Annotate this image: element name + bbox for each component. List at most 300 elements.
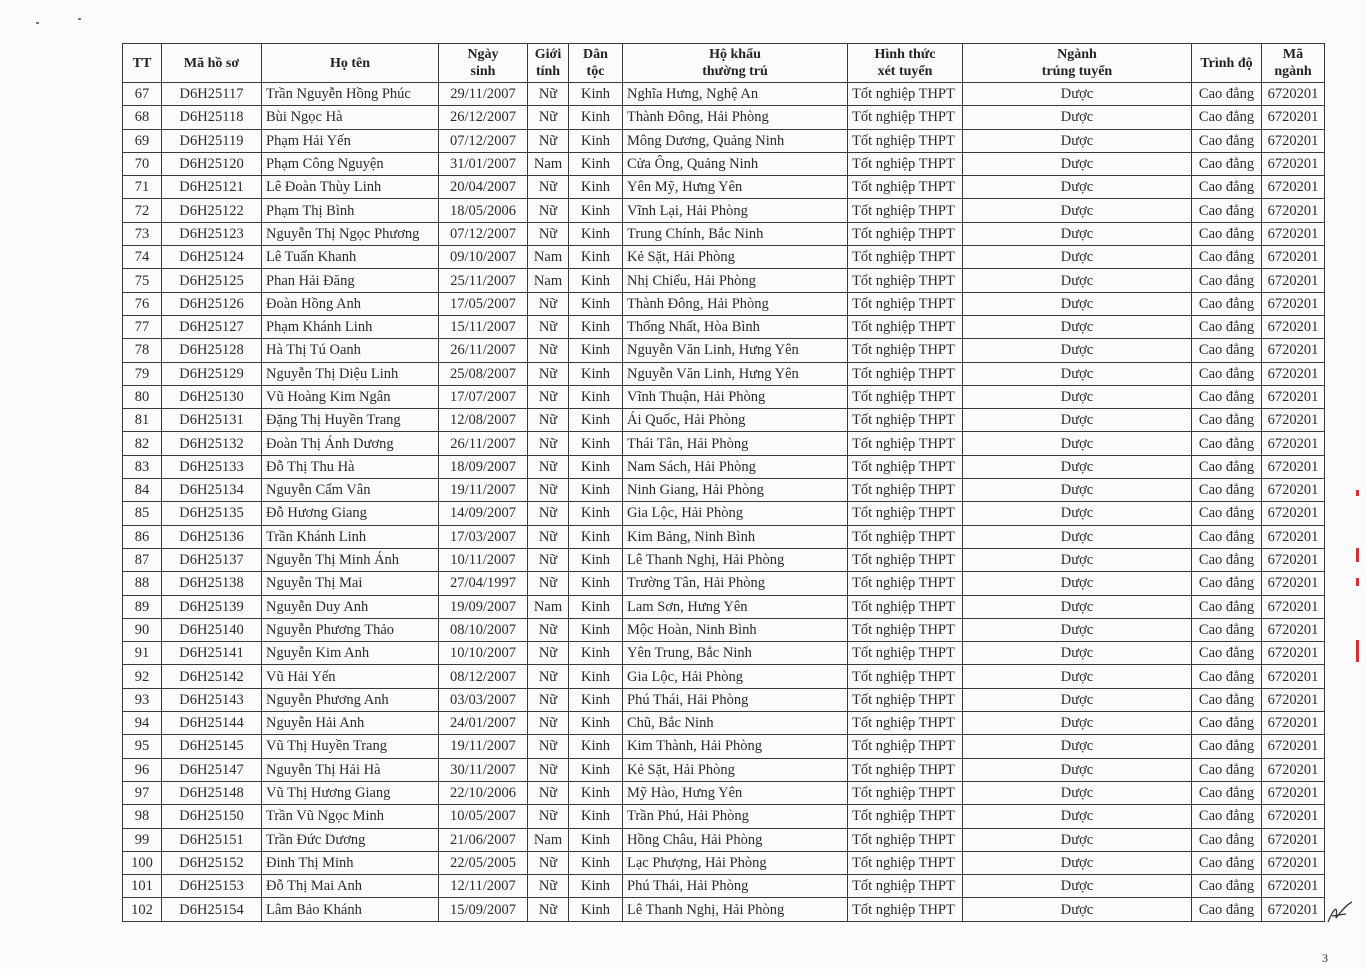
table-cell: Kinh <box>569 246 623 269</box>
table-cell: 6720201 <box>1262 432 1325 455</box>
table-cell: Dược <box>963 525 1192 548</box>
table-cell: 86 <box>123 525 162 548</box>
table-cell: Kinh <box>569 525 623 548</box>
table-cell: Vũ Hoàng Kim Ngân <box>262 385 439 408</box>
table-cell: Tốt nghiệp THPT <box>848 315 963 338</box>
table-cell: Hồng Châu, Hải Phòng <box>623 828 848 851</box>
column-header: Họ tên <box>262 44 439 83</box>
table-cell: Kinh <box>569 455 623 478</box>
table-cell: Phú Thái, Hải Phòng <box>623 875 848 898</box>
table-cell: Cao đẳng <box>1192 246 1262 269</box>
table-cell: 6720201 <box>1262 385 1325 408</box>
table-cell: Nữ <box>528 339 569 362</box>
table-cell: Cửa Ông, Quảng Ninh <box>623 152 848 175</box>
table-cell: Chũ, Bắc Ninh <box>623 712 848 735</box>
table-cell: Cao đẳng <box>1192 688 1262 711</box>
table-cell: Cao đẳng <box>1192 83 1262 106</box>
table-cell: Dược <box>963 595 1192 618</box>
table-cell: Nữ <box>528 502 569 525</box>
table-cell: 78 <box>123 339 162 362</box>
header-row <box>123 44 1325 83</box>
table-cell: Trần Nguyễn Hồng Phúc <box>262 83 439 106</box>
table-cell: 19/09/2007 <box>439 595 528 618</box>
table-cell: 6720201 <box>1262 409 1325 432</box>
table-cell: 67 <box>123 83 162 106</box>
table-cell: Cao đẳng <box>1192 875 1262 898</box>
column-header: Mã ngành <box>1262 44 1325 83</box>
table-cell: Kinh <box>569 805 623 828</box>
stamp-edge-mark <box>1356 640 1359 662</box>
table-cell: 82 <box>123 432 162 455</box>
table-cell: 12/08/2007 <box>439 409 528 432</box>
table-cell: 96 <box>123 758 162 781</box>
column-header: Trình độ <box>1192 44 1262 83</box>
table-row <box>123 455 1325 478</box>
table-cell: Kinh <box>569 409 623 432</box>
table-cell: Trần Phú, Hải Phòng <box>623 805 848 828</box>
table-cell: Dược <box>963 572 1192 595</box>
table-cell: D6H25151 <box>162 828 262 851</box>
table-cell: Dược <box>963 292 1192 315</box>
table-cell: Kim Thành, Hải Phòng <box>623 735 848 758</box>
table-row <box>123 735 1325 758</box>
table-cell: Dược <box>963 129 1192 152</box>
table-cell: 18/05/2006 <box>439 199 528 222</box>
table-cell: 10/11/2007 <box>439 548 528 571</box>
table-cell: Dược <box>963 269 1192 292</box>
table-cell: Tốt nghiệp THPT <box>848 502 963 525</box>
table-cell: Kinh <box>569 479 623 502</box>
table-cell: 100 <box>123 851 162 874</box>
table-cell: 6720201 <box>1262 222 1325 245</box>
table-cell: Dược <box>963 152 1192 175</box>
table-cell: D6H25125 <box>162 269 262 292</box>
table-cell: D6H25154 <box>162 898 262 921</box>
table-cell: D6H25148 <box>162 781 262 804</box>
table-cell: 07/12/2007 <box>439 222 528 245</box>
table-cell: Cao đẳng <box>1192 292 1262 315</box>
table-cell: Lê Thanh Nghị, Hải Phòng <box>623 548 848 571</box>
table-cell: Cao đẳng <box>1192 479 1262 502</box>
table-cell: 25/08/2007 <box>439 362 528 385</box>
table-cell: D6H25128 <box>162 339 262 362</box>
table-cell: Nữ <box>528 712 569 735</box>
table-cell: Nghĩa Hưng, Nghệ An <box>623 83 848 106</box>
table-cell: Tốt nghiệp THPT <box>848 246 963 269</box>
table-cell: Kinh <box>569 106 623 129</box>
table-cell: Dược <box>963 781 1192 804</box>
table-cell: Nữ <box>528 805 569 828</box>
table-cell: 22/10/2006 <box>439 781 528 804</box>
table-row <box>123 129 1325 152</box>
table-cell: Dược <box>963 712 1192 735</box>
table-cell: 98 <box>123 805 162 828</box>
table-cell: Dược <box>963 362 1192 385</box>
table-cell: Dược <box>963 548 1192 571</box>
table-cell: Tốt nghiệp THPT <box>848 665 963 688</box>
table-cell: Tốt nghiệp THPT <box>848 851 963 874</box>
table-cell: Nữ <box>528 432 569 455</box>
table-cell: Nữ <box>528 642 569 665</box>
table-cell: 17/03/2007 <box>439 525 528 548</box>
table-cell: 24/01/2007 <box>439 712 528 735</box>
table-cell: 6720201 <box>1262 781 1325 804</box>
table-cell: Tốt nghiệp THPT <box>848 735 963 758</box>
table-cell: Cao đẳng <box>1192 642 1262 665</box>
table-cell: Lam Sơn, Hưng Yên <box>623 595 848 618</box>
table-row <box>123 269 1325 292</box>
table-cell: 73 <box>123 222 162 245</box>
table-cell: Nữ <box>528 781 569 804</box>
table-cell: D6H25142 <box>162 665 262 688</box>
table-cell: Kinh <box>569 339 623 362</box>
table-cell: Phạm Hải Yến <box>262 129 439 152</box>
table-row <box>123 409 1325 432</box>
table-cell: Kinh <box>569 292 623 315</box>
table-cell: D6H25129 <box>162 362 262 385</box>
table-cell: Tốt nghiệp THPT <box>848 409 963 432</box>
table-row <box>123 548 1325 571</box>
table-cell: 88 <box>123 572 162 595</box>
table-cell: 6720201 <box>1262 595 1325 618</box>
table-cell: 69 <box>123 129 162 152</box>
table-cell: Kinh <box>569 618 623 641</box>
table-header <box>123 44 1325 83</box>
table-cell: 12/11/2007 <box>439 875 528 898</box>
table-cell: 6720201 <box>1262 83 1325 106</box>
table-cell: Cao đẳng <box>1192 851 1262 874</box>
table-cell: 79 <box>123 362 162 385</box>
table-cell: Cao đẳng <box>1192 548 1262 571</box>
table-cell: 21/06/2007 <box>439 828 528 851</box>
table-cell: 83 <box>123 455 162 478</box>
table-row <box>123 618 1325 641</box>
table-row <box>123 688 1325 711</box>
table-row <box>123 851 1325 874</box>
table-cell: Nam <box>528 246 569 269</box>
table-cell: 15/09/2007 <box>439 898 528 921</box>
table-cell: Kinh <box>569 595 623 618</box>
table-cell: 08/10/2007 <box>439 618 528 641</box>
table-cell: Kinh <box>569 642 623 665</box>
table-cell: Kinh <box>569 315 623 338</box>
table-cell: Nữ <box>528 688 569 711</box>
table-cell: D6H25140 <box>162 618 262 641</box>
table-row <box>123 828 1325 851</box>
table-cell: 76 <box>123 292 162 315</box>
table-cell: Dược <box>963 479 1192 502</box>
table-cell: Hà Thị Tú Oanh <box>262 339 439 362</box>
table-cell: Cao đẳng <box>1192 502 1262 525</box>
table-cell: Tốt nghiệp THPT <box>848 432 963 455</box>
table-cell: 26/11/2007 <box>439 339 528 362</box>
table-row <box>123 315 1325 338</box>
table-cell: Thống Nhất, Hòa Bình <box>623 315 848 338</box>
table-cell: Nữ <box>528 409 569 432</box>
table-cell: Nữ <box>528 106 569 129</box>
table-cell: D6H25152 <box>162 851 262 874</box>
table-cell: D6H25127 <box>162 315 262 338</box>
table-cell: 6720201 <box>1262 688 1325 711</box>
table-cell: Kinh <box>569 781 623 804</box>
table-cell: Trần Khánh Linh <box>262 525 439 548</box>
table-cell: 31/01/2007 <box>439 152 528 175</box>
table-cell: Kinh <box>569 222 623 245</box>
table-cell: Dược <box>963 851 1192 874</box>
table-cell: D6H25147 <box>162 758 262 781</box>
table-cell: D6H25153 <box>162 875 262 898</box>
table-cell: Cao đẳng <box>1192 432 1262 455</box>
table-cell: 14/09/2007 <box>439 502 528 525</box>
table-cell: 19/11/2007 <box>439 735 528 758</box>
table-cell: Nữ <box>528 292 569 315</box>
table-cell: Dược <box>963 246 1192 269</box>
table-cell: Đoàn Hồng Anh <box>262 292 439 315</box>
table-cell: Nam <box>528 828 569 851</box>
table-cell: Đỗ Thị Mai Anh <box>262 875 439 898</box>
table-cell: Trung Chính, Bắc Ninh <box>623 222 848 245</box>
table-cell: D6H25150 <box>162 805 262 828</box>
table-cell: Cao đẳng <box>1192 269 1262 292</box>
table-cell: 6720201 <box>1262 712 1325 735</box>
table-cell: Kinh <box>569 898 623 921</box>
table-cell: 18/09/2007 <box>439 455 528 478</box>
table-cell: Dược <box>963 805 1192 828</box>
table-cell: Vũ Thị Huyền Trang <box>262 735 439 758</box>
table-cell: D6H25131 <box>162 409 262 432</box>
table-cell: Nữ <box>528 875 569 898</box>
table-cell: Cao đẳng <box>1192 152 1262 175</box>
stamp-edge-mark <box>1356 548 1359 562</box>
table-cell: 09/10/2007 <box>439 246 528 269</box>
table-cell: 17/05/2007 <box>439 292 528 315</box>
table-cell: Dược <box>963 642 1192 665</box>
table-cell: Tốt nghiệp THPT <box>848 525 963 548</box>
table-cell: Cao đẳng <box>1192 712 1262 735</box>
table-cell: Cao đẳng <box>1192 758 1262 781</box>
table-cell: Nguyễn Thị Minh Ánh <box>262 548 439 571</box>
table-row <box>123 199 1325 222</box>
table-cell: 99 <box>123 828 162 851</box>
table-cell: Cao đẳng <box>1192 572 1262 595</box>
table-cell: Cao đẳng <box>1192 595 1262 618</box>
table-cell: D6H25135 <box>162 502 262 525</box>
table-cell: Cao đẳng <box>1192 665 1262 688</box>
table-cell: 74 <box>123 246 162 269</box>
table-cell: Dược <box>963 83 1192 106</box>
table-body <box>123 83 1325 922</box>
table-cell: Cao đẳng <box>1192 176 1262 199</box>
table-cell: 20/04/2007 <box>439 176 528 199</box>
table-cell: Dược <box>963 502 1192 525</box>
table-cell: 6720201 <box>1262 758 1325 781</box>
table-cell: D6H25132 <box>162 432 262 455</box>
table-cell: Dược <box>963 618 1192 641</box>
table-cell: Nam <box>528 152 569 175</box>
table-cell: Thành Đông, Hải Phòng <box>623 292 848 315</box>
table-cell: Cao đẳng <box>1192 129 1262 152</box>
stamp-edge-mark <box>1356 578 1359 586</box>
table-cell: 6720201 <box>1262 875 1325 898</box>
table-cell: Kinh <box>569 152 623 175</box>
table-cell: Vũ Thị Hương Giang <box>262 781 439 804</box>
table-cell: Yên Trung, Bắc Ninh <box>623 642 848 665</box>
table-cell: 29/11/2007 <box>439 83 528 106</box>
table-cell: Nam <box>528 595 569 618</box>
table-cell: 26/11/2007 <box>439 432 528 455</box>
table-cell: Phạm Khánh Linh <box>262 315 439 338</box>
table-cell: 15/11/2007 <box>439 315 528 338</box>
table-cell: 93 <box>123 688 162 711</box>
table-cell: 71 <box>123 176 162 199</box>
page-number: 3 <box>1322 951 1328 965</box>
table-cell: Nữ <box>528 851 569 874</box>
table-cell: 07/12/2007 <box>439 129 528 152</box>
column-header: Hình thức xét tuyển <box>848 44 963 83</box>
table-cell: Gia Lộc, Hải Phòng <box>623 665 848 688</box>
table-cell: Đoàn Thị Ánh Dương <box>262 432 439 455</box>
table-cell: D6H25117 <box>162 83 262 106</box>
table-cell: Kinh <box>569 83 623 106</box>
table-row <box>123 758 1325 781</box>
table-cell: Cao đẳng <box>1192 525 1262 548</box>
table-cell: Dược <box>963 875 1192 898</box>
table-cell: Cao đẳng <box>1192 618 1262 641</box>
table-cell: Nữ <box>528 479 569 502</box>
table-cell: Dược <box>963 176 1192 199</box>
table-cell: 6720201 <box>1262 898 1325 921</box>
table-cell: 08/12/2007 <box>439 665 528 688</box>
table-cell: Nguyễn Thị Mai <box>262 572 439 595</box>
table-cell: Kinh <box>569 385 623 408</box>
table-row <box>123 595 1325 618</box>
table-cell: Dược <box>963 898 1192 921</box>
table-cell: Tốt nghiệp THPT <box>848 176 963 199</box>
table-cell: Cao đẳng <box>1192 222 1262 245</box>
table-cell: Tốt nghiệp THPT <box>848 572 963 595</box>
table-cell: Bùi Ngọc Hà <box>262 106 439 129</box>
table-row <box>123 106 1325 129</box>
table-cell: Nữ <box>528 548 569 571</box>
table-cell: 6720201 <box>1262 315 1325 338</box>
table-cell: Tốt nghiệp THPT <box>848 781 963 804</box>
table-cell: D6H25141 <box>162 642 262 665</box>
table-cell: 6720201 <box>1262 106 1325 129</box>
table-cell: 6720201 <box>1262 129 1325 152</box>
table-row <box>123 502 1325 525</box>
table-cell: D6H25136 <box>162 525 262 548</box>
table-cell: 94 <box>123 712 162 735</box>
table-cell: D6H25133 <box>162 455 262 478</box>
table-cell: Dược <box>963 758 1192 781</box>
table-cell: 6720201 <box>1262 199 1325 222</box>
table-cell: Nữ <box>528 455 569 478</box>
table-cell: Trần Vũ Ngọc Minh <box>262 805 439 828</box>
table-cell: Kinh <box>569 502 623 525</box>
table-cell: Nguyễn Phương Thảo <box>262 618 439 641</box>
table-cell: 97 <box>123 781 162 804</box>
table-cell: Dược <box>963 432 1192 455</box>
table-cell: 101 <box>123 875 162 898</box>
table-cell: Cao đẳng <box>1192 735 1262 758</box>
table-cell: Kinh <box>569 758 623 781</box>
table-cell: 10/10/2007 <box>439 642 528 665</box>
table-cell: 87 <box>123 548 162 571</box>
table-cell: Đinh Thị Minh <box>262 851 439 874</box>
table-cell: Gia Lộc, Hải Phòng <box>623 502 848 525</box>
table-cell: D6H25126 <box>162 292 262 315</box>
table-cell: Tốt nghiệp THPT <box>848 339 963 362</box>
table-row <box>123 805 1325 828</box>
table-cell: Tốt nghiệp THPT <box>848 479 963 502</box>
table-cell: Nữ <box>528 83 569 106</box>
table-cell: 84 <box>123 479 162 502</box>
table-cell: 6720201 <box>1262 246 1325 269</box>
table-cell: D6H25124 <box>162 246 262 269</box>
table-cell: Nữ <box>528 572 569 595</box>
table-cell: 6720201 <box>1262 479 1325 502</box>
column-header: Hộ khẩu thường trú <box>623 44 848 83</box>
table-cell: Nữ <box>528 129 569 152</box>
table-cell: Nữ <box>528 315 569 338</box>
table-cell: Tốt nghiệp THPT <box>848 898 963 921</box>
table-cell: 6720201 <box>1262 851 1325 874</box>
scan-speck <box>36 22 39 24</box>
table-cell: Tốt nghiệp THPT <box>848 106 963 129</box>
table-cell: D6H25130 <box>162 385 262 408</box>
column-header: Ngày sinh <box>439 44 528 83</box>
table-cell: Dược <box>963 735 1192 758</box>
table-cell: 95 <box>123 735 162 758</box>
table-cell: 68 <box>123 106 162 129</box>
table-cell: 6720201 <box>1262 642 1325 665</box>
table-cell: Kinh <box>569 572 623 595</box>
table-cell: 70 <box>123 152 162 175</box>
table-cell: Tốt nghiệp THPT <box>848 642 963 665</box>
table-cell: 6720201 <box>1262 339 1325 362</box>
table-cell: Cao đẳng <box>1192 199 1262 222</box>
table-row <box>123 572 1325 595</box>
table-cell: 6720201 <box>1262 525 1325 548</box>
table-row <box>123 525 1325 548</box>
table-cell: Kẻ Sặt, Hải Phòng <box>623 758 848 781</box>
table-cell: Nguyễn Thị Ngọc Phương <box>262 222 439 245</box>
table-cell: Tốt nghiệp THPT <box>848 618 963 641</box>
table-cell: Đặng Thị Huyền Trang <box>262 409 439 432</box>
table-cell: Lâm Bảo Khánh <box>262 898 439 921</box>
table-cell: D6H25143 <box>162 688 262 711</box>
table-cell: Nguyễn Văn Linh, Hưng Yên <box>623 362 848 385</box>
table-row <box>123 385 1325 408</box>
table-cell: 102 <box>123 898 162 921</box>
table-cell: Nguyễn Phương Anh <box>262 688 439 711</box>
table-cell: Dược <box>963 106 1192 129</box>
table-cell: D6H25121 <box>162 176 262 199</box>
table-cell: Dược <box>963 828 1192 851</box>
table-cell: Mộc Hoàn, Ninh Bình <box>623 618 848 641</box>
table-cell: Ái Quốc, Hải Phòng <box>623 409 848 432</box>
table-cell: Nguyễn Thị Hải Hà <box>262 758 439 781</box>
table-cell: Nguyễn Duy Anh <box>262 595 439 618</box>
table-cell: Nữ <box>528 176 569 199</box>
table-cell: Kẻ Sặt, Hải Phòng <box>623 246 848 269</box>
table-row <box>123 222 1325 245</box>
table-cell: 10/05/2007 <box>439 805 528 828</box>
table-cell: Kim Bảng, Ninh Bình <box>623 525 848 548</box>
table-cell: 80 <box>123 385 162 408</box>
table-cell: 90 <box>123 618 162 641</box>
table-cell: 6720201 <box>1262 805 1325 828</box>
